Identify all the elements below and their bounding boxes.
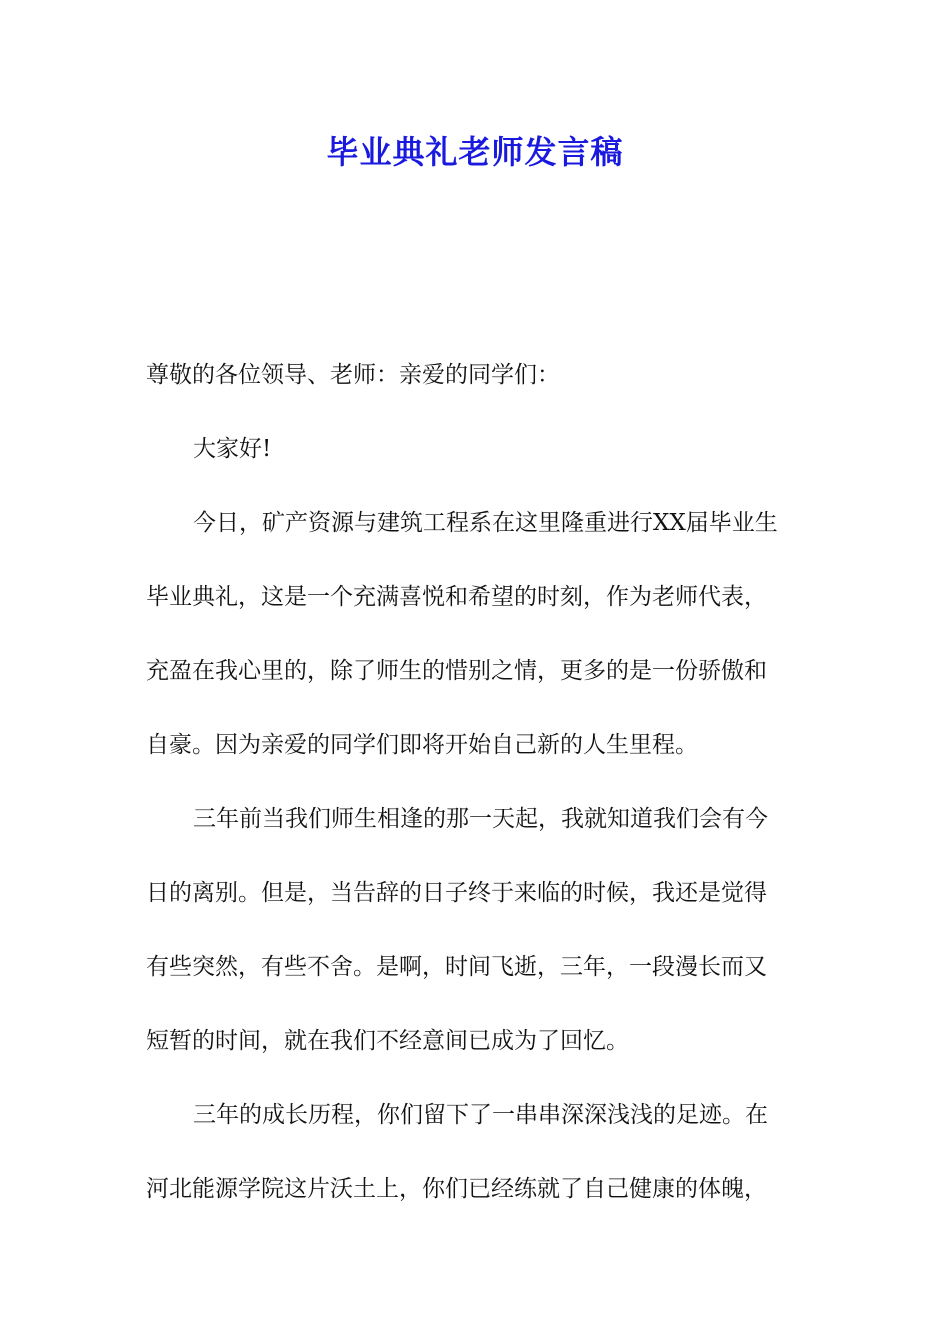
greeting-line: 大家好!	[193, 436, 272, 462]
paragraph-line: 三年的成长历程，你们留下了一串串深深浅浅的足迹。在	[193, 1102, 768, 1128]
salutation-line: 尊敬的各位领导、老师：亲爱的同学们：	[146, 362, 560, 388]
paragraph-line: 毕业典礼，这是一个充满喜悦和希望的时刻，作为老师代表，	[146, 584, 767, 610]
paragraph-line: 有些突然，有些不舍。是啊，时间飞逝，三年，一段漫长而又	[146, 954, 767, 980]
document-title: 毕业典礼老师发言稿	[326, 133, 624, 171]
paragraph-line: 三年前当我们师生相逢的那一天起，我就知道我们会有今	[193, 806, 768, 832]
paragraph-line: 充盈在我心里的，除了师生的惜别之情，更多的是一份骄傲和	[146, 658, 767, 684]
paragraph-line: 自豪。因为亲爱的同学们即将开始自己新的人生里程。	[146, 732, 698, 758]
paragraph-line: 河北能源学院这片沃土上，你们已经练就了自己健康的体魄，	[146, 1176, 767, 1202]
paragraph-line: 短暂的时间，就在我们不经意间已成为了回忆。	[146, 1028, 629, 1054]
paragraph-line: 今日，矿产资源与建筑工程系在这里隆重进行XX届毕业生	[193, 510, 778, 536]
document-body	[146, 338, 810, 1226]
paragraph-line: 日的离别。但是，当告辞的日子终于来临的时候，我还是觉得	[146, 880, 767, 906]
